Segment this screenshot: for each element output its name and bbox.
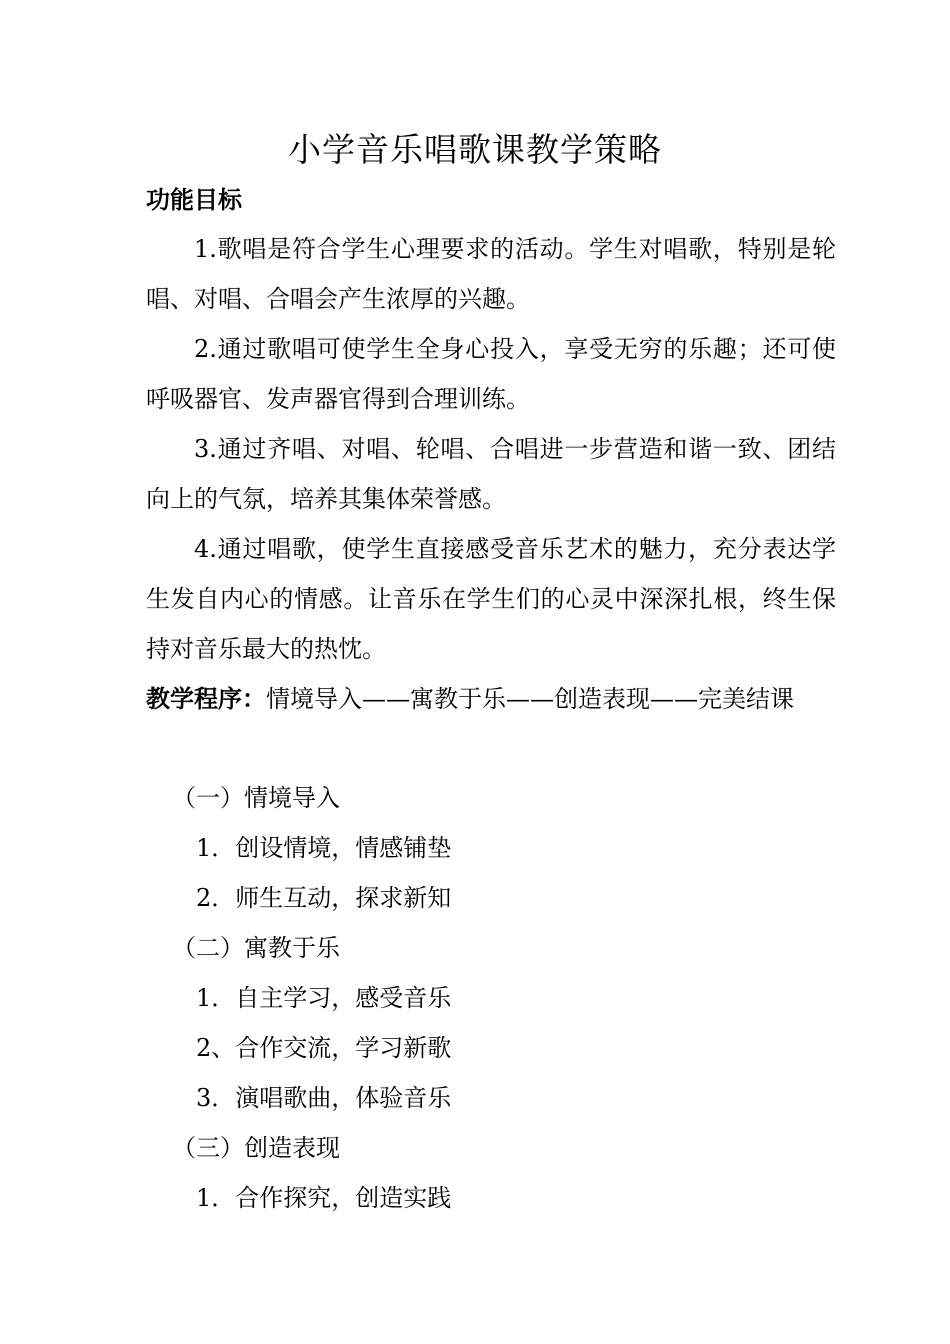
section-1-item-2: 2．师生互动，探求新知: [196, 884, 452, 912]
section-heading-1: （一）情境导入: [172, 784, 340, 812]
procedure-text: 情境导入——寓教于乐——创造表现——完美结课: [266, 685, 794, 713]
section-2-item-1: 1．自主学习，感受音乐: [196, 984, 452, 1012]
section-2-item-3: 3．演唱歌曲，体验音乐: [196, 1084, 452, 1112]
goal-paragraph-3: 3.通过齐唱、对唱、轮唱、合唱进一步营造和谐一致、团结向上的气氛，培养其集体荣誉感。: [146, 435, 836, 513]
section-heading-2: （二）寓教于乐: [172, 934, 340, 962]
section-3-item-1: 1．合作探究，创造实践: [196, 1184, 452, 1212]
section-2-item-2: 2、合作交流，学习新歌: [196, 1034, 452, 1062]
section-heading-3: （三）创造表现: [172, 1134, 340, 1162]
goal-paragraph-1: 1.歌唱是符合学生心理要求的活动。学生对唱歌，特别是轮唱、对唱、合唱会产生浓厚的兴趣。: [146, 235, 836, 313]
procedure-paragraph: [146, 674, 836, 724]
goal-paragraph-2: 2.通过歌唱可使学生全身心投入，享受无穷的乐趣；还可使呼吸器官、发声器官得到合理训练。: [146, 335, 836, 413]
document-title: 小学音乐唱歌课教学策略: [288, 130, 662, 169]
goal-paragraph-4: 4.通过唱歌，使学生直接感受音乐艺术的魅力，充分表达学生发自内心的情感。让音乐在学生们的心灵中深深扎根，终生保持对音乐最大的热忱。: [146, 535, 836, 663]
goals-heading: 功能目标: [146, 186, 242, 214]
procedure-label: 教学程序：: [146, 685, 266, 713]
section-1-item-1: 1．创设情境，情感铺垫: [196, 834, 452, 862]
